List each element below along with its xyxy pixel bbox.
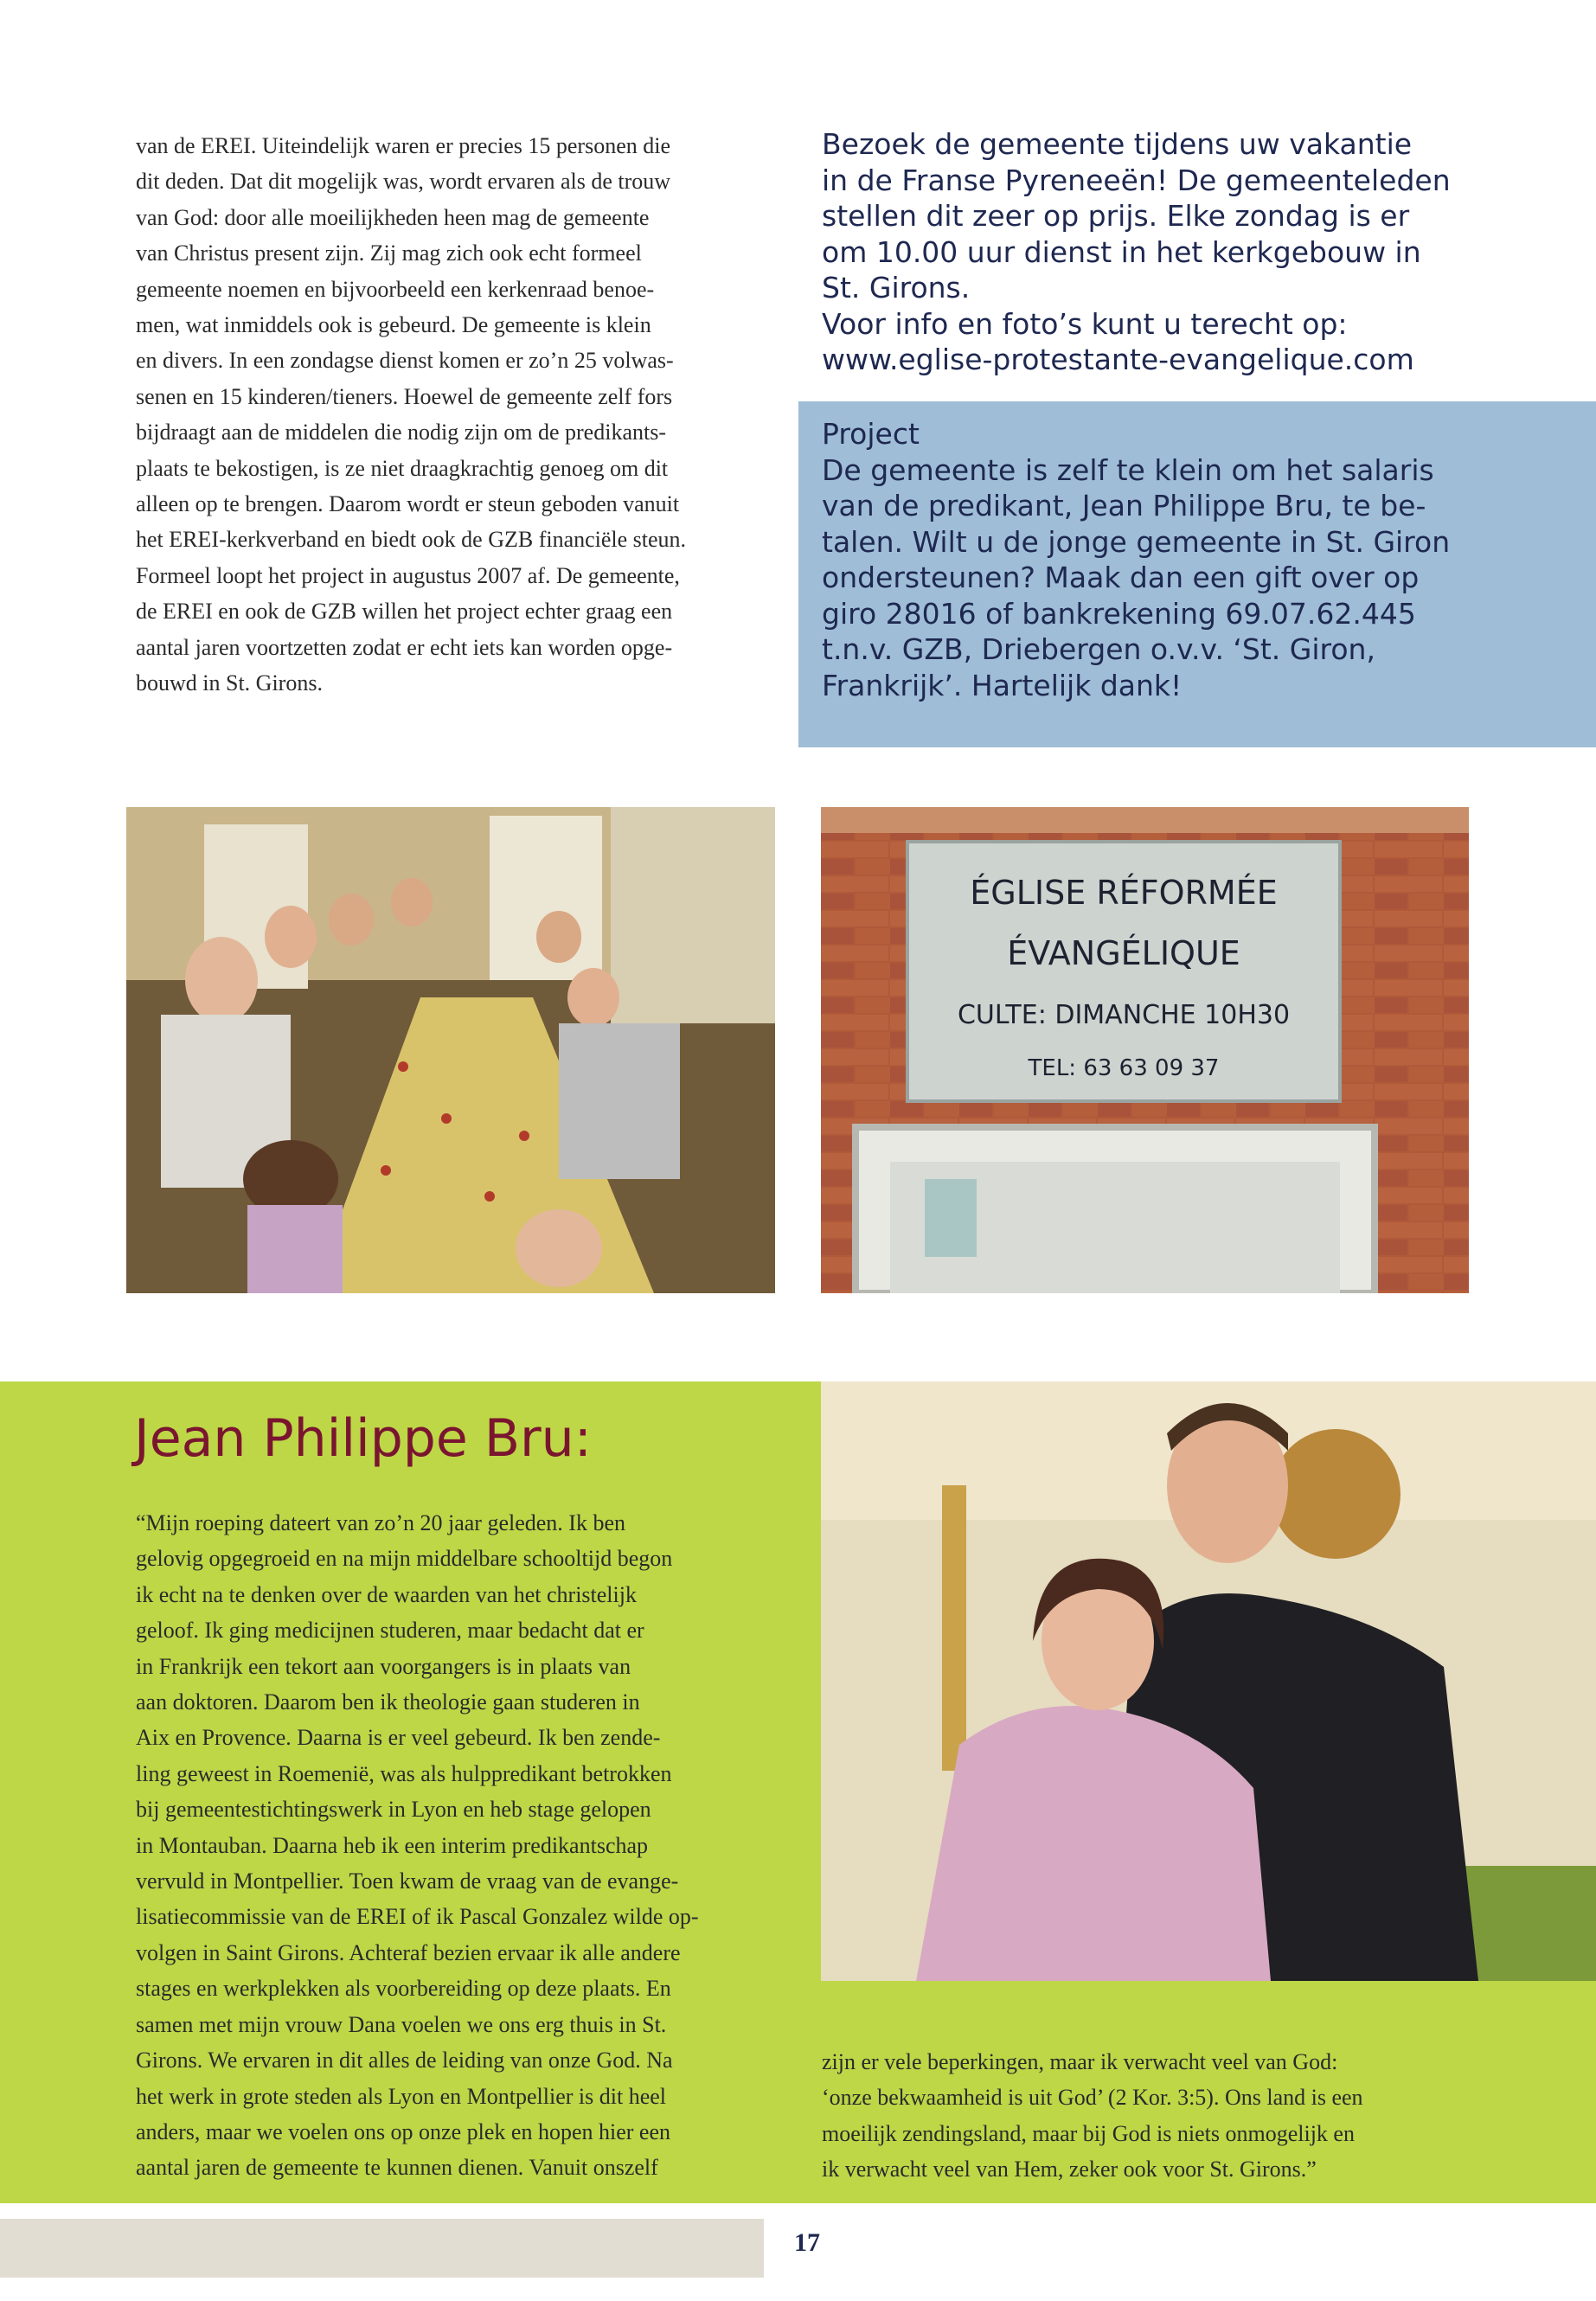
visit-line: St. Girons. xyxy=(822,271,971,304)
profile-title: Jean Philippe Bru: xyxy=(134,1408,592,1469)
congregation-dinner-photo xyxy=(126,807,775,1293)
intro-line: van Christus present zijn. Zij mag zich ook echt formeel xyxy=(136,240,642,266)
visit-line: stellen dit zeer op prijs. Elke zondag is er xyxy=(822,199,1410,233)
project-heading: Project xyxy=(822,417,920,451)
intro-line: en divers. In een zondagse dienst komen er zo’n 25 volwas- xyxy=(136,348,674,374)
quote-line: “Mijn roeping dateert van zo’n 20 jaar geleden. Ik ben xyxy=(136,1510,625,1535)
website-link[interactable]: www.eglise-protestante-evangelique.com xyxy=(822,343,1414,376)
project-line: De gemeente is zelf te klein om het salaris xyxy=(822,452,1434,487)
visit-line: in de Franse Pyreneeën! De gemeenteleden xyxy=(822,163,1451,197)
intro-line: men, wat inmiddels ook is gebeurd. De gemeente is klein xyxy=(136,312,651,338)
project-line: Frankrijk’. Hartelijk dank! xyxy=(822,668,1183,702)
intro-line: Formeel loopt het project in augustus 2007 af. De gemeente, xyxy=(136,562,680,588)
intro-line: senen en 15 kinderen/tieners. Hoewel de gemeente zelf fors xyxy=(136,383,673,409)
intro-line: de EREI en ook de GZB willen het project echter graag een xyxy=(136,599,673,625)
quote-line: stages en werkplekken als voorbereiding op deze plaats. En xyxy=(136,1976,671,2002)
quote-line: geloof. Ik ging medicijnen studeren, maar bedacht dat er xyxy=(136,1618,644,1644)
project-line: t.n.v. GZB, Driebergen o.v.v. ‘St. Giron, xyxy=(822,632,1375,666)
quote-line: bij gemeentestichtingswerk in Lyon en heb stage gelopen xyxy=(136,1797,651,1823)
project-line: ondersteunen? Maak dan een gift over op xyxy=(822,561,1420,594)
visit-line: om 10.00 uur dienst in het kerkgebouw in xyxy=(822,234,1421,269)
intro-line: bouwd in St. Girons. xyxy=(136,670,323,696)
page-number: 17 xyxy=(794,2228,820,2257)
sign-line-3: CULTE: DIMANCHE 10H30 xyxy=(957,1000,1291,1030)
intro-line: van de EREI. Uiteindelijk waren er precies 15 personen die xyxy=(136,133,670,158)
quote-line: in Montauban. Daarna heb ik een interim predikantschap xyxy=(136,1832,649,1858)
quote-line: ik verwacht veel van Hem, zeker ook voor St. Girons.” xyxy=(822,2157,1317,2182)
quote-line: in Frankrijk een tekort aan voorgangers is in plaats van xyxy=(136,1653,631,1679)
intro-line: gemeente noemen en bijvoorbeeld een kerkenraad benoe- xyxy=(136,276,655,302)
quote-line: zijn er vele beperkingen, maar ik verwacht veel van God: xyxy=(822,2049,1338,2074)
quote-line: ling geweest in Roemenië, was als hulppredikant betrokken xyxy=(136,1760,672,1786)
intro-line: plaats te bekostigen, is ze niet draagkrachtig genoeg om dit xyxy=(136,455,669,481)
quote-line: Girons. We ervaren in dit alles de leiding van onze God. Na xyxy=(136,2048,673,2073)
quote-line: ‘onze bekwaamheid is uit God’ (2 Kor. 3:5). Ons land is een xyxy=(822,2085,1363,2111)
intro-line: van God: door alle moeilijkheden heen mag de gemeente xyxy=(136,204,650,230)
visit-line: Bezoek de gemeente tijdens uw vakantie xyxy=(822,127,1413,161)
quote-line: Aix en Provence. Daarna is er veel gebeurd. Ik ben zende- xyxy=(136,1725,661,1751)
project-line: giro 28016 of bankrekening 69.07.62.445 xyxy=(822,596,1416,631)
quote-line: aantal jaren de gemeente te kunnen dienen. Vanuit onszelf xyxy=(136,2155,658,2181)
quote-line: aan doktoren. Daarom ben ik theologie gaan studeren in xyxy=(136,1689,640,1715)
project-text xyxy=(822,416,1574,703)
intro-line: het EREI-kerkverband en biedt ook de GZB financiële steun. xyxy=(136,527,687,553)
quote-line: volgen in Saint Girons. Achteraf bezien ervaar ik alle andere xyxy=(136,1939,681,1965)
quote-line: vervuld in Montpellier. Toen kwam de vraag van de evange- xyxy=(136,1868,679,1894)
sign-line-2: ÉVANGÉLIQUE xyxy=(1007,934,1240,972)
intro-line: dit deden. Dat dit mogelijk was, wordt ervaren als de trouw xyxy=(136,169,671,195)
footer-bar xyxy=(0,2219,764,2278)
quote-line: moeilijk zendingsland, maar bij God is niets onmogelijk en xyxy=(822,2120,1355,2146)
project-line: van de predikant, Jean Philippe Bru, te be- xyxy=(822,489,1426,522)
visit-line: Voor info en foto’s kunt u terecht op: xyxy=(822,306,1348,341)
intro-line: aantal jaren voortzetten zodat er echt iets kan worden opge- xyxy=(136,634,673,660)
intro-line: alleen op te brengen. Daarom wordt er steun geboden vanuit xyxy=(136,491,680,517)
quote-line: ik echt na te denken over de waarden van het christelijk xyxy=(136,1581,637,1607)
quote-line: samen met mijn vrouw Dana voelen we ons erg thuis in St. xyxy=(136,2011,667,2037)
project-line: talen. Wilt u de jonge gemeente in St. Giron xyxy=(822,524,1451,559)
church-sign-photo xyxy=(821,807,1469,1293)
quote-line: lisatiecommissie van de EREI of ik Pascal Gonzalez wilde op- xyxy=(136,1904,699,1930)
sign-line-1: ÉGLISE RÉFORMÉE xyxy=(970,874,1278,912)
quote-line: gelovig opgegroeid en na mijn middelbare schooltijd begon xyxy=(136,1546,673,1572)
visit-info xyxy=(822,126,1566,378)
profile-quote-right xyxy=(822,2044,1566,2188)
quote-line: anders, maar we voelen ons op onze plek en hopen hier een xyxy=(136,2118,670,2144)
sign-line-4: TEL: 63 63 09 37 xyxy=(1028,1055,1220,1081)
quote-line: het werk in grote steden als Lyon en Montpellier is dit heel xyxy=(136,2083,667,2109)
profile-quote-left xyxy=(136,1505,780,2186)
couple-photo xyxy=(821,1381,1596,1981)
intro-line: bijdraagt aan de middelen die nodig zijn om de predikants- xyxy=(136,420,666,445)
article-intro-text xyxy=(136,128,780,702)
